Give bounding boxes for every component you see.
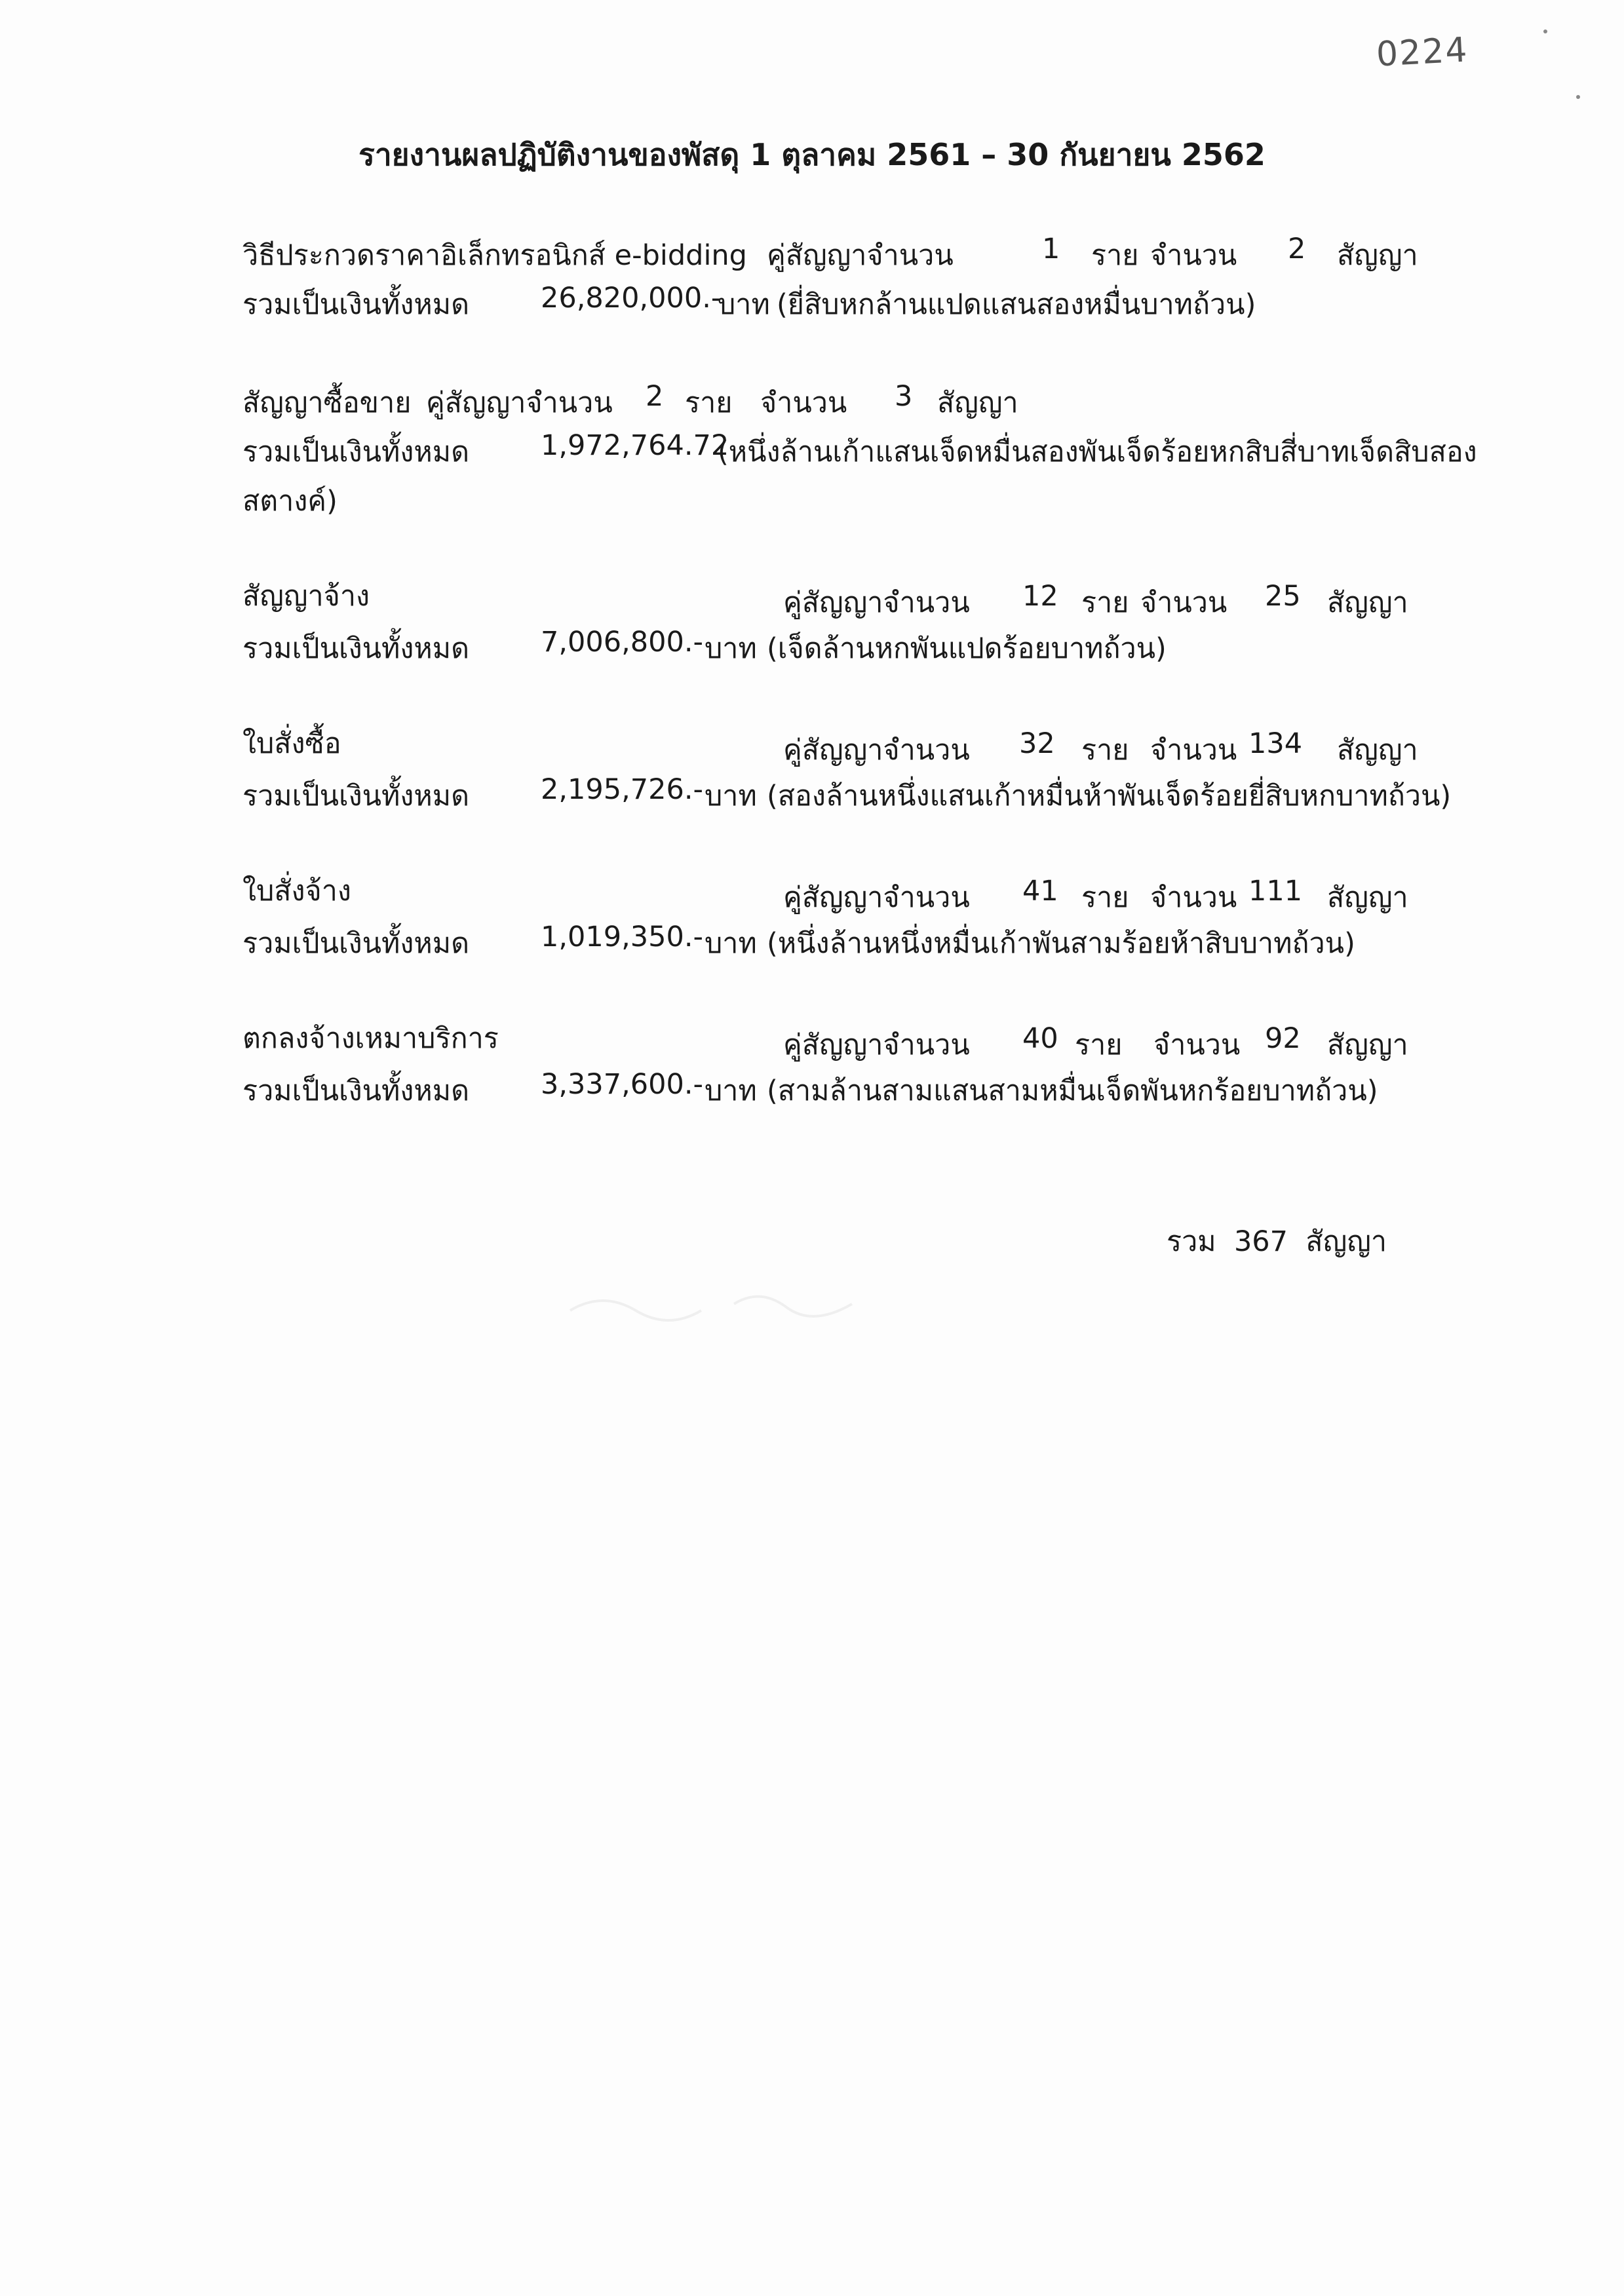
contract-word: สัญญา <box>1337 239 1418 272</box>
contract-count: 111 <box>1248 875 1303 908</box>
total-amount: 7,006,800.- <box>541 626 704 659</box>
parties-count: 2 <box>646 380 664 413</box>
parties-label: คู่สัญญาจำนวน <box>783 881 970 914</box>
amount-words: (หนึ่งล้านหนึ่งหมื่นเก้าพันสามร้อยห้าสิบบาทถ้วน) <box>767 927 1355 960</box>
parties-count: 32 <box>1019 727 1055 760</box>
parties-label: คู่สัญญาจำนวน <box>426 387 613 419</box>
amount-words: (ยี่สิบหกล้านแปดแสนสองหมื่นบาทถ้วน) <box>777 288 1256 321</box>
section-category: ใบสั่งซื้อ <box>242 727 341 760</box>
count-label: จำนวน <box>1153 1029 1241 1062</box>
count-label: จำนวน <box>1140 586 1228 619</box>
currency: บาท <box>705 927 757 960</box>
grand-total-label: รวม <box>1167 1225 1216 1258</box>
contract-count: 134 <box>1248 727 1303 760</box>
parties-unit: ราย <box>1075 1029 1123 1062</box>
parties-count: 12 <box>1022 580 1058 613</box>
contract-word: สัญญา <box>937 387 1018 419</box>
contract-count: 92 <box>1265 1022 1301 1055</box>
amount-words: (หนึ่งล้านเก้าแสนเจ็ดหมื่นสองพันเจ็ดร้อยหกสิบสี่บาทเจ็ดสิบสอง <box>718 436 1477 469</box>
section-category: ตกลงจ้างเหมาบริการ <box>242 1022 499 1055</box>
scan-speck <box>1543 29 1547 33</box>
total-label: รวมเป็นเงินทั้งหมด <box>242 632 470 665</box>
contract-word: สัญญา <box>1327 881 1408 914</box>
contract-count: 25 <box>1265 580 1301 613</box>
section-category: ใบสั่งจ้าง <box>242 875 351 908</box>
parties-unit: ราย <box>685 387 733 419</box>
amount-words: (สองล้านหนึ่งแสนเก้าหมื่นห้าพันเจ็ดร้อยยี่สิบหกบาทถ้วน) <box>767 780 1452 813</box>
total-amount: 3,337,600.- <box>541 1068 704 1101</box>
parties-count: 40 <box>1022 1022 1058 1055</box>
grand-total-unit: สัญญา <box>1305 1225 1387 1258</box>
section-category: สัญญาจ้าง <box>242 580 370 613</box>
contract-word: สัญญา <box>1337 734 1418 767</box>
currency: บาท <box>705 780 757 813</box>
parties-label: คู่สัญญาจำนวน <box>783 734 970 767</box>
contract-count: 2 <box>1288 233 1306 265</box>
parties-unit: ราย <box>1091 239 1139 272</box>
grand-total-value: 367 <box>1233 1225 1288 1258</box>
contract-count: 3 <box>895 380 913 413</box>
parties-label: คู่สัญญาจำนวน <box>783 586 970 619</box>
bleed-through-marks <box>564 1284 931 1324</box>
parties-unit: ราย <box>1081 586 1129 619</box>
report-title: รายงานผลปฏิบัติงานของพัสดุ 1 ตุลาคม 2561 – 30 กันยายน 2562 <box>358 137 1266 172</box>
amount-words-continued: สตางค์) <box>242 485 338 518</box>
currency: บาท <box>705 632 757 665</box>
total-label: รวมเป็นเงินทั้งหมด <box>242 288 470 321</box>
parties-label: คู่สัญญาจำนวน <box>783 1029 970 1062</box>
page-number-stamp: 0224 <box>1375 30 1469 75</box>
total-amount: 1,019,350.- <box>541 921 704 953</box>
total-label: รวมเป็นเงินทั้งหมด <box>242 927 470 960</box>
total-amount: 1,972,764.72 <box>541 429 729 462</box>
total-amount: 2,195,726.- <box>541 773 704 806</box>
currency: บาท <box>705 1075 757 1107</box>
section-category: วิธีประกวดราคาอิเล็กทรอนิกส์ e-bidding <box>242 239 747 272</box>
count-label: จำนวน <box>760 387 847 419</box>
parties-unit: ราย <box>1081 881 1129 914</box>
total-label: รวมเป็นเงินทั้งหมด <box>242 780 470 813</box>
contract-word: สัญญา <box>1327 1029 1408 1062</box>
section-category: สัญญาซื้อขาย <box>242 387 412 419</box>
grand-total <box>1167 1219 1387 1263</box>
amount-words: (เจ็ดล้านหกพันแปดร้อยบาทถ้วน) <box>767 632 1167 665</box>
contract-word: สัญญา <box>1327 586 1408 619</box>
parties-count: 1 <box>1042 233 1060 265</box>
count-label: จำนวน <box>1150 239 1237 272</box>
count-label: จำนวน <box>1150 734 1237 767</box>
parties-label: คู่สัญญาจำนวน <box>767 239 954 272</box>
parties-count: 41 <box>1022 875 1058 908</box>
scan-speck <box>1576 95 1580 99</box>
total-label: รวมเป็นเงินทั้งหมด <box>242 436 470 469</box>
total-amount: 26,820,000.- <box>541 282 722 315</box>
currency: บาท <box>718 288 770 321</box>
total-label: รวมเป็นเงินทั้งหมด <box>242 1075 470 1107</box>
amount-words: (สามล้านสามแสนสามหมื่นเจ็ดพันหกร้อยบาทถ้วน) <box>767 1075 1378 1107</box>
count-label: จำนวน <box>1150 881 1237 914</box>
parties-unit: ราย <box>1081 734 1129 767</box>
